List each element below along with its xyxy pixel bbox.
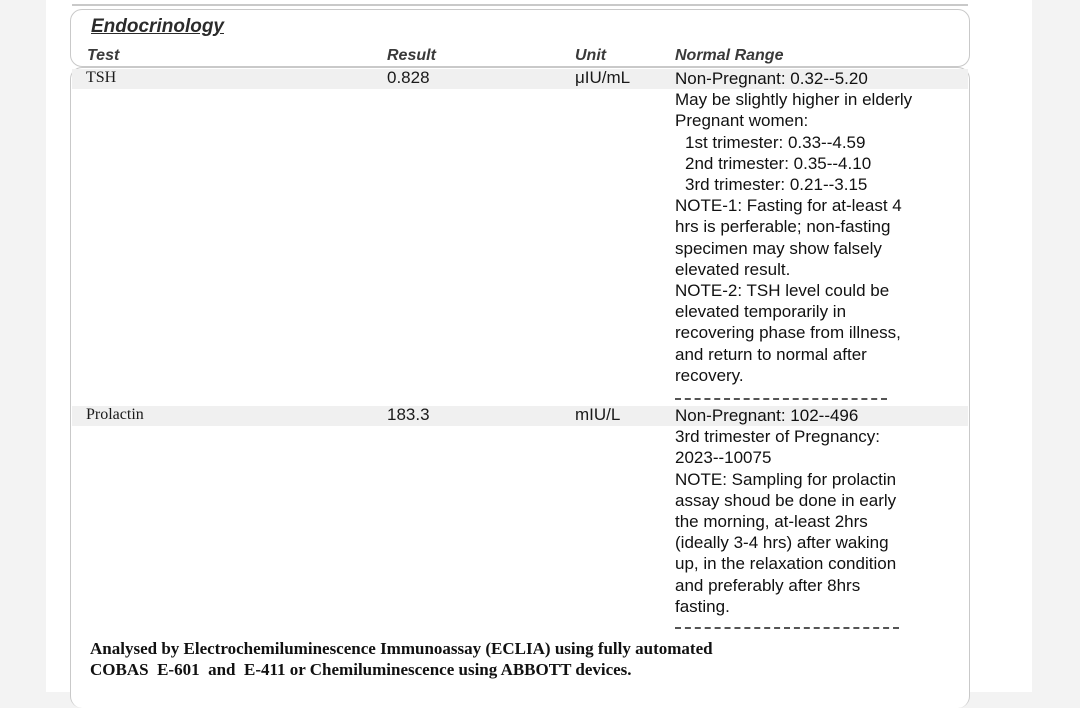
footnote-line: COBAS E-601 and E-411 or Chemiluminescence using ABBOTT devices. bbox=[90, 660, 632, 679]
dashed-separator bbox=[675, 627, 899, 629]
range-line: 3rd trimester: 0.21--3.15 bbox=[685, 175, 868, 195]
range-line: NOTE-1: Fasting for at-least 4 bbox=[675, 196, 902, 216]
range-line: fasting. bbox=[675, 596, 730, 616]
dashed-separator bbox=[675, 398, 887, 400]
range-line: NOTE: Sampling for prolactin bbox=[675, 469, 897, 489]
section-title: Endocrinology bbox=[91, 16, 224, 37]
range-line: May be slightly higher in elderly bbox=[675, 90, 913, 110]
range-line: Non-Pregnant: 0.32--5.20 bbox=[675, 69, 868, 88]
range-line: recovering phase from illness, bbox=[675, 323, 901, 343]
range-line: the morning, at-least 2hrs bbox=[675, 512, 868, 532]
test-name-tsh: TSH bbox=[86, 69, 117, 86]
unit-tsh: μIU/mL bbox=[575, 68, 631, 87]
top-divider bbox=[72, 4, 968, 6]
range-line: hrs is perferable; non-fasting bbox=[675, 217, 891, 237]
result-value-prolactin: 183.3 bbox=[387, 405, 430, 424]
footnote-line: Analysed by Electrochemiluminescence Immunoassay (ECLIA) using fully automated bbox=[90, 639, 713, 658]
column-header-unit: Unit bbox=[575, 47, 607, 64]
range-line: Non-Pregnant: 102--496 bbox=[675, 406, 859, 425]
range-line: and preferably after 8hrs bbox=[675, 575, 861, 595]
range-line: specimen may show falsely bbox=[675, 238, 882, 258]
test-name-prolactin: Prolactin bbox=[86, 406, 144, 423]
column-header-result: Result bbox=[387, 47, 436, 64]
method-footnote bbox=[90, 638, 713, 680]
column-header-normal-range: Normal Range bbox=[675, 47, 784, 64]
range-line: (ideally 3-4 hrs) after waking bbox=[675, 533, 889, 553]
result-value-tsh: 0.828 bbox=[387, 68, 430, 87]
range-line: 2023--10075 bbox=[675, 448, 772, 468]
range-line: elevated result. bbox=[675, 259, 791, 279]
range-line: 3rd trimester of Pregnancy: bbox=[675, 427, 881, 447]
range-line: NOTE-2: TSH level could be bbox=[675, 281, 890, 301]
range-line: 1st trimester: 0.33--4.59 bbox=[685, 132, 866, 152]
range-line: 2nd trimester: 0.35--4.10 bbox=[685, 153, 872, 173]
range-line: up, in the relaxation condition bbox=[675, 554, 897, 574]
range-line: and return to normal after bbox=[675, 344, 867, 364]
range-line: Pregnant women: bbox=[675, 111, 809, 131]
normal-range-prolactin bbox=[675, 405, 922, 617]
range-line: elevated temporarily in bbox=[675, 302, 847, 322]
range-line: assay shoud be done in early bbox=[675, 490, 897, 510]
range-line: recovery. bbox=[675, 365, 744, 385]
unit-prolactin: mIU/L bbox=[575, 405, 621, 424]
column-header-test: Test bbox=[87, 47, 120, 64]
normal-range-tsh bbox=[675, 68, 922, 386]
